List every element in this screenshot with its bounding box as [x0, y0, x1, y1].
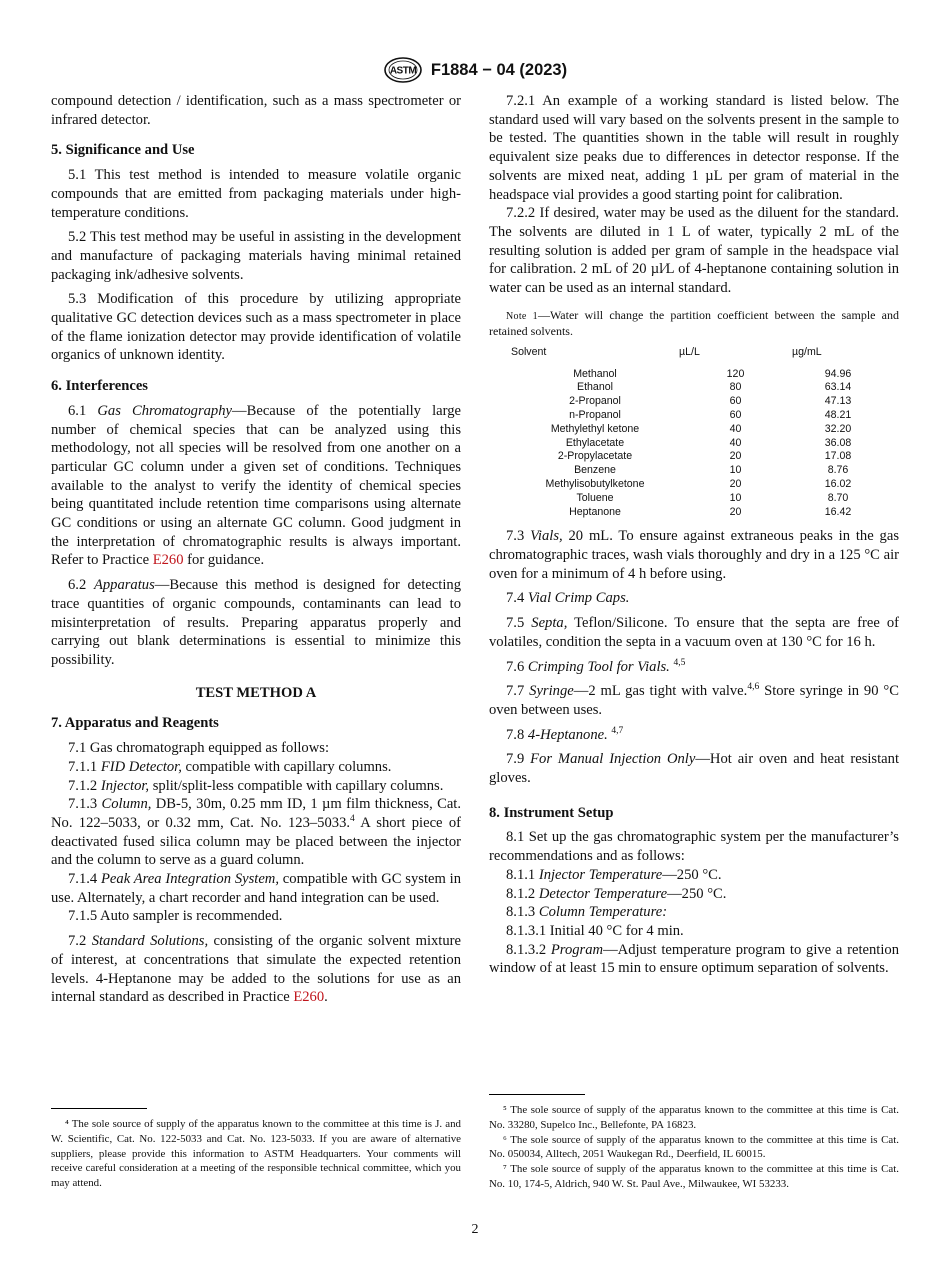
- paragraph-7-4: 7.4 Vial Crimp Caps.: [506, 590, 630, 607]
- ul-per-l-cell: 20: [729, 477, 742, 490]
- astm-logo: [383, 56, 423, 84]
- paragraph-7-2: 7.2 Standard Solutions, consisting of the organic solvent mixture of interest, at concentrations that simulate the expected retention levels. 4-Heptanone may be added to the solutions for use as an internal standard as described in Practice E260.: [51, 933, 461, 1006]
- section-5-heading: 5. Significance and Use: [51, 142, 195, 159]
- paragraph-7-1-4: 7.1.4 Peak Area Integration System, compatible with GC system in use. Alternately, a chart recorder and hand integration can be used.: [51, 871, 461, 906]
- ul-per-l-cell: 20: [729, 505, 742, 518]
- ug-per-ml-cell: 17.08: [824, 450, 852, 463]
- table-row: [511, 492, 884, 506]
- table-row: [511, 437, 884, 451]
- footnote-rule: [489, 1094, 585, 1095]
- ul-per-l-cell: 120: [726, 367, 745, 380]
- solvent-name-cell: Ethanol: [577, 381, 613, 394]
- footnote-7: ⁷ The sole source of supply of the apparatus known to the committee at this time is Cat. No. 10, 174-5, Aldrich, 940 W. St. Paul Ave., Milwaukee, WI 53233.: [489, 1163, 899, 1190]
- page-header: [0, 56, 950, 84]
- ug-per-ml-cell: 16.02: [824, 477, 852, 490]
- solvent-name-cell: n-Propanol: [569, 408, 621, 421]
- solvent-name-cell: Methylisobutylketone: [545, 477, 645, 490]
- paragraph-5-3: 5.3 Modification of this procedure by utilizing appropriate qualitative GC detection devices such as a mass spectrometer in place of the flame ionization detector may provide identification of volatile organics of unknown identity.: [51, 291, 461, 364]
- table-row: [511, 381, 884, 395]
- page-number: 2: [471, 1222, 479, 1237]
- table-row: [511, 409, 884, 423]
- footnote-rule: [51, 1108, 147, 1109]
- solvent-name-cell: Heptanone: [569, 505, 621, 518]
- right-column: [489, 92, 899, 978]
- solvent-name-cell: Benzene: [574, 464, 616, 477]
- ug-per-ml-cell: 94.96: [824, 367, 852, 380]
- column-header: Solvent: [511, 345, 547, 358]
- paragraph-7-3: 7.3 Vials, 20 mL. To ensure against extraneous peaks in the gas chromatographic traces, wash vials thoroughly and dry in a 125 °C air oven for a minimum of 4 h before using.: [489, 528, 899, 582]
- ul-per-l-cell: 10: [729, 464, 742, 477]
- solvent-name-cell: Toluene: [576, 491, 614, 504]
- paragraph-8-1-3-1: 8.1.3.1 Initial 40 °C for 4 min.: [506, 922, 684, 939]
- paragraph-7-1: 7.1 Gas chromatograph equipped as follows:: [68, 740, 330, 757]
- paragraph-8-1-1: 8.1.1 Injector Temperature—250 °C.: [506, 866, 722, 883]
- ul-per-l-cell: 60: [729, 395, 742, 408]
- ug-per-ml-cell: 36.08: [824, 436, 852, 449]
- paragraph-5-2: 5.2 This test method may be useful in assisting in the development and manufacture of packaging materials having minimal retained packaging ink/adhesive solvents.: [51, 229, 461, 283]
- ul-per-l-cell: 40: [729, 436, 742, 449]
- section-6-heading: 6. Interferences: [51, 378, 148, 395]
- paragraph-7-1-5: 7.1.5 Auto sampler is recommended.: [68, 908, 283, 925]
- footnote-4: ⁴ The sole source of supply of the apparatus known to the committee at this time is J. and W. Scientific, Cat. No. 122-5033 and Cat. No. 123-5033. If you are aware of alternative suppliers, please provide this information to ASTM Headquarters. Your comments will receive careful consideration at a meeting of the responsible technical committee, which you may attend.: [51, 1118, 461, 1190]
- ul-per-l-cell: 60: [729, 408, 742, 421]
- solvent-name-cell: Methylethyl ketone: [550, 422, 640, 435]
- ul-per-l-cell: 10: [729, 491, 742, 504]
- ug-per-ml-cell: 8.70: [827, 491, 849, 504]
- table-header-row: [511, 346, 884, 368]
- paragraph-7-1-2: 7.1.2 Injector, split/split-less compatible with capillary columns.: [68, 777, 444, 794]
- table-body: [511, 368, 884, 520]
- ul-per-l-cell: 20: [729, 450, 742, 463]
- note-1: Note 1—Water will change the partition coefficient between the sample and retained solvents.: [489, 307, 899, 339]
- paragraph-6-1: 6.1 Gas Chromatography—Because of the potentially large number of chemical species that can be analyzed using this methodology, not all species will be resolved from one another on a particular GC column under a given set of conditions. Techniques available to the analyst to verify the identity of chemical species being quantitated include retention time comparisons using alternate GC conditions or using an alternate GC column. Good judgment in the interpretation of chromatographic results is always important. Refer to Practice E260 for guidance.: [51, 402, 461, 569]
- paragraph-7-9: 7.9 For Manual Injection Only—Hot air oven and heat resistant gloves.: [489, 751, 899, 787]
- paragraph-7-7: 7.7 Syringe—2 mL gas tight with valve.$^{4,6}$ Store syringe in 90 °C oven between uses.: [489, 682, 899, 718]
- paragraph-7-6: 7.6 Crimping Tool for Vials. $^{4,5}$: [506, 657, 686, 675]
- paragraph-8-1-3-2: 8.1.3.2 Program—Adjust temperature program to give a retention window of at least 15 min to ensure optimum separation of solvents.: [489, 941, 899, 977]
- paragraph-8-1-2: 8.1.2 Detector Temperature—250 °C.: [506, 885, 727, 902]
- solvent-name-cell: 2-Propanol: [569, 395, 621, 408]
- paragraph-7-2-1: 7.2.1 An example of a working standard is listed below. The standard used will vary based on the solvents present in the sample to be tested. The quantities shown in the table will result in roughly equivalent size peaks due to differences in detector response. If the solvents are mixed neat, adding 1 µL per gram of material in the headspace vial provides a good starting point for calibration.: [489, 93, 899, 203]
- document-id: F1884 − 04 (2023): [430, 60, 568, 79]
- paragraph-8-1: 8.1 Set up the gas chromatographic system per the manufacturer’s recommendations and as follows:: [489, 829, 899, 865]
- table-row: [511, 464, 884, 478]
- paragraph-7-5: 7.5 Septa, Teflon/Silicone. To ensure that the septa are free of volatiles, condition the septa in a vacuum oven at 130 °C for 16 h.: [489, 615, 899, 650]
- continued-paragraph: compound detection / identification, such as a mass spectrometer or infrared detector.: [51, 93, 461, 128]
- solvent-name-cell: Ethylacetate: [565, 436, 625, 449]
- e260-link[interactable]: E260: [293, 989, 325, 1006]
- svg-text:ASTM: ASTM: [389, 65, 417, 77]
- table-row: [511, 478, 884, 492]
- paragraph-7-1-3: 7.1.3 Column, DB-5, 30m, 0.25 mm ID, 1 µm film thickness, Cat. No. 122–5033, or 0.32 mm, Cat. No. 123–5033.$^4$ A short piece of deactivated fused silica column may be placed between the injector and the column to serve as a guard column.: [51, 796, 461, 869]
- solvent-table: [511, 346, 884, 520]
- paragraph-5-1: 5.1 This test method is intended to measure volatile organic compounds that are emitted from packaging materials under high-temperature conditions.: [51, 167, 461, 221]
- solvent-name-cell: Methanol: [573, 367, 617, 380]
- table-row: [511, 423, 884, 437]
- table-row: [511, 506, 884, 520]
- paragraph-8-1-3: 8.1.3 Column Temperature:: [506, 904, 668, 921]
- paragraph-6-2: 6.2 Apparatus—Because this method is designed for detecting trace quantities of organic compounds, contaminants can lead to misinterpretation of results. Preparing apparatus properly and carrying out blank determinations is essential to minimize this possibility.: [51, 577, 462, 668]
- footnotes-right: [489, 1103, 899, 1192]
- e260-link[interactable]: E260: [152, 552, 184, 569]
- table-row: [511, 450, 884, 464]
- paragraph-7-1-1: 7.1.1 FID Detector, compatible with capillary columns.: [68, 758, 392, 775]
- ug-per-ml-cell: 16.42: [824, 505, 852, 518]
- test-method-heading: TEST METHOD A: [195, 684, 317, 701]
- section-8-heading: 8. Instrument Setup: [489, 804, 614, 821]
- solvent-name-cell: 2-Propylacetate: [557, 450, 633, 463]
- ul-per-l-cell: 80: [729, 381, 742, 394]
- ug-per-ml-cell: 32.20: [824, 422, 852, 435]
- table-row: [511, 395, 884, 409]
- ul-per-l-cell: 40: [729, 422, 742, 435]
- paragraph-7-2-2: 7.2.2 If desired, water may be used as the diluent for the standard. The solvents are diluted in 1 L of water, typically 2 mL of the resulting solution is added per gram of sample in the headspace vial for calibration. 2 mL of 20 µl⁄L of 4-heptanone containing solution in water can be used as an internal standard.: [489, 205, 899, 297]
- paragraph-7-8: 7.8 4-Heptanone. $^{4,7}$: [506, 725, 624, 743]
- section-7-heading: 7. Apparatus and Reagents: [51, 715, 219, 732]
- ug-per-ml-cell: 47.13: [824, 395, 852, 408]
- footnote-5: ⁵ The sole source of supply of the apparatus known to the committee at this time is Cat. No. 33280, Supelco Inc., Bellefonte, PA 16823.: [489, 1104, 899, 1131]
- left-column: [51, 92, 461, 1013]
- table-row: [511, 368, 884, 382]
- ug-per-ml-cell: 48.21: [824, 408, 852, 421]
- column-header: µL/L: [679, 345, 700, 358]
- ug-per-ml-cell: 8.76: [827, 464, 849, 477]
- column-header: µg/mL: [792, 345, 822, 358]
- footnote-6: ⁶ The sole source of supply of the apparatus known to the committee at this time is Cat. No. 050034, Alltech, 2051 Waukegan Rd., Deerfield, IL 60015.: [489, 1133, 899, 1161]
- ug-per-ml-cell: 63.14: [824, 381, 852, 394]
